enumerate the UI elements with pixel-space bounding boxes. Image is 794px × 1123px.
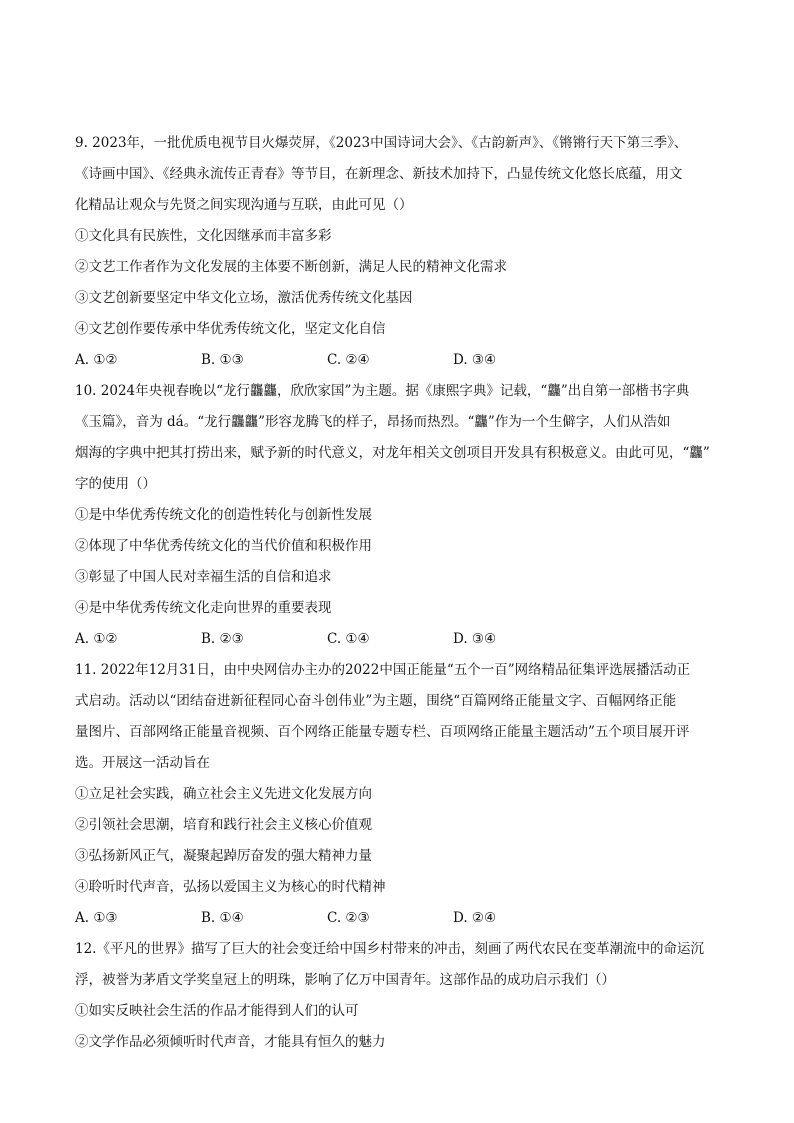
question-9	[75, 128, 725, 376]
question-10-line-8: ④是中华优秀传统文化走向世界的重要表现	[75, 600, 332, 616]
question-10-line-7: ③彰显了中国人民对幸福生活的自信和追求	[75, 569, 332, 585]
question-10-option-c: C. ①④	[327, 631, 370, 647]
question-11-line-2: 式启动。活动以“团结奋进新征程同心奋斗创伟业”为主题，围绕“百篇网络正能量文字、百幅网络正能	[75, 693, 677, 709]
question-9-option-c: C. ②④	[327, 352, 370, 368]
question-9-line-3: 化精品让观众与先贤之间实现沟通与互联，由此可见（）	[75, 197, 413, 213]
question-9-line-6: ③文艺创新要坚定中华文化立场，激活优秀传统文化基因	[75, 290, 413, 306]
question-11-options	[75, 903, 725, 934]
question-12-line-4: ②文学作品必须倾听时代声音，才能具有恒久的魅力	[75, 1034, 386, 1050]
question-11-option-b: B. ①④	[201, 910, 244, 926]
question-11-line-8: ④聆听时代声音，弘扬以爱国主义为核心的时代精神	[75, 879, 386, 895]
question-11-option-a: A. ①③	[75, 910, 118, 926]
question-9-option-b: B. ①③	[201, 352, 244, 368]
question-10-line-6: ②体现了中华优秀传统文化的当代价值和积极作用	[75, 538, 372, 554]
question-9-option-a: A. ①②	[75, 352, 118, 368]
question-10-options	[75, 624, 725, 655]
question-11-option-c: C. ②③	[327, 910, 370, 926]
question-11-line-1: 11. 2022年12月31日，由中央网信办主办的2022中国正能量“五个一百”网络精品征集评选展播活动正	[75, 662, 691, 678]
question-10-line-3: 烟海的字典中把其打捞出来，赋予新的时代意义，对龙年相关文创项目开发具有积极意义。由此可见，“龘”	[75, 445, 710, 461]
question-10	[75, 376, 725, 655]
question-10-line-4: 字的使用（）	[75, 476, 156, 492]
question-9-line-7: ④文艺创作要传承中华优秀传统文化，坚定文化自信	[75, 321, 386, 337]
question-12-line-1: 12.《平凡的世界》描写了巨大的社会变迁给中国乡村带来的冲击，刻画了两代农民在变革潮流中的命运沉	[75, 941, 704, 957]
question-11-line-5: ①立足社会实践，确立社会主义先进文化发展方向	[75, 786, 372, 802]
question-12-line-3: ①如实反映社会生活的作品才能得到人们的认可	[75, 1003, 359, 1019]
question-11-line-6: ②引领社会思潮，培育和践行社会主义核心价值观	[75, 817, 372, 833]
question-9-line-1: 9. 2023年，一批优质电视节目火爆荧屏，《2023中国诗词大会》、《古韵新声》、《锵锵行天下第三季》、	[75, 135, 688, 151]
question-9-line-2: 《诗画中国》、《经典永流传正青春》等节目，在新理念、新技术加持下，凸显传统文化悠长底蕴，用文	[75, 166, 683, 182]
question-9-line-5: ②文艺工作者作为文化发展的主体要不断创新，满足人民的精神文化需求	[75, 259, 507, 275]
question-12-line-2: 浮，被誉为茅盾文学奖皇冠上的明珠，影响了亿万中国青年。这部作品的成功启示我们（）	[75, 972, 615, 988]
question-10-line-2: 《玉篇》，音为 dá。“龙行龘龘”形容龙腾飞的样子，昂扬而热烈。“龘”作为一个生僻字，人们从浩如	[75, 414, 671, 430]
question-9-line-4: ①文化具有民族性，文化因继承而丰富多彩	[75, 228, 332, 244]
question-9-option-d: D. ③④	[453, 352, 497, 368]
question-12	[75, 934, 725, 1058]
question-9-options	[75, 345, 725, 376]
question-10-line-1: 10. 2024年央视春晚以“龙行龘龘，欣欣家国”为主题。据《康熙字典》记载，“龘”出自第一部楷书字典	[75, 383, 690, 399]
question-11	[75, 655, 725, 934]
question-10-line-5: ①是中华优秀传统文化的创造性转化与创新性发展	[75, 507, 372, 523]
question-11-line-7: ③弘扬新风正气，凝聚起踔厉奋发的强大精神力量	[75, 848, 372, 864]
question-11-line-4: 选。开展这一活动旨在	[75, 755, 210, 771]
question-11-line-3: 量图片、百部网络正能量音视频、百个网络正能量专题专栏、百项网络正能量主题活动”五个项目展开评	[75, 724, 690, 740]
question-11-option-d: D. ②④	[453, 910, 497, 926]
question-10-option-a: A. ①②	[75, 631, 118, 647]
question-10-option-d: D. ③④	[453, 631, 497, 647]
document-page	[75, 128, 725, 1058]
question-10-option-b: B. ②③	[201, 631, 244, 647]
